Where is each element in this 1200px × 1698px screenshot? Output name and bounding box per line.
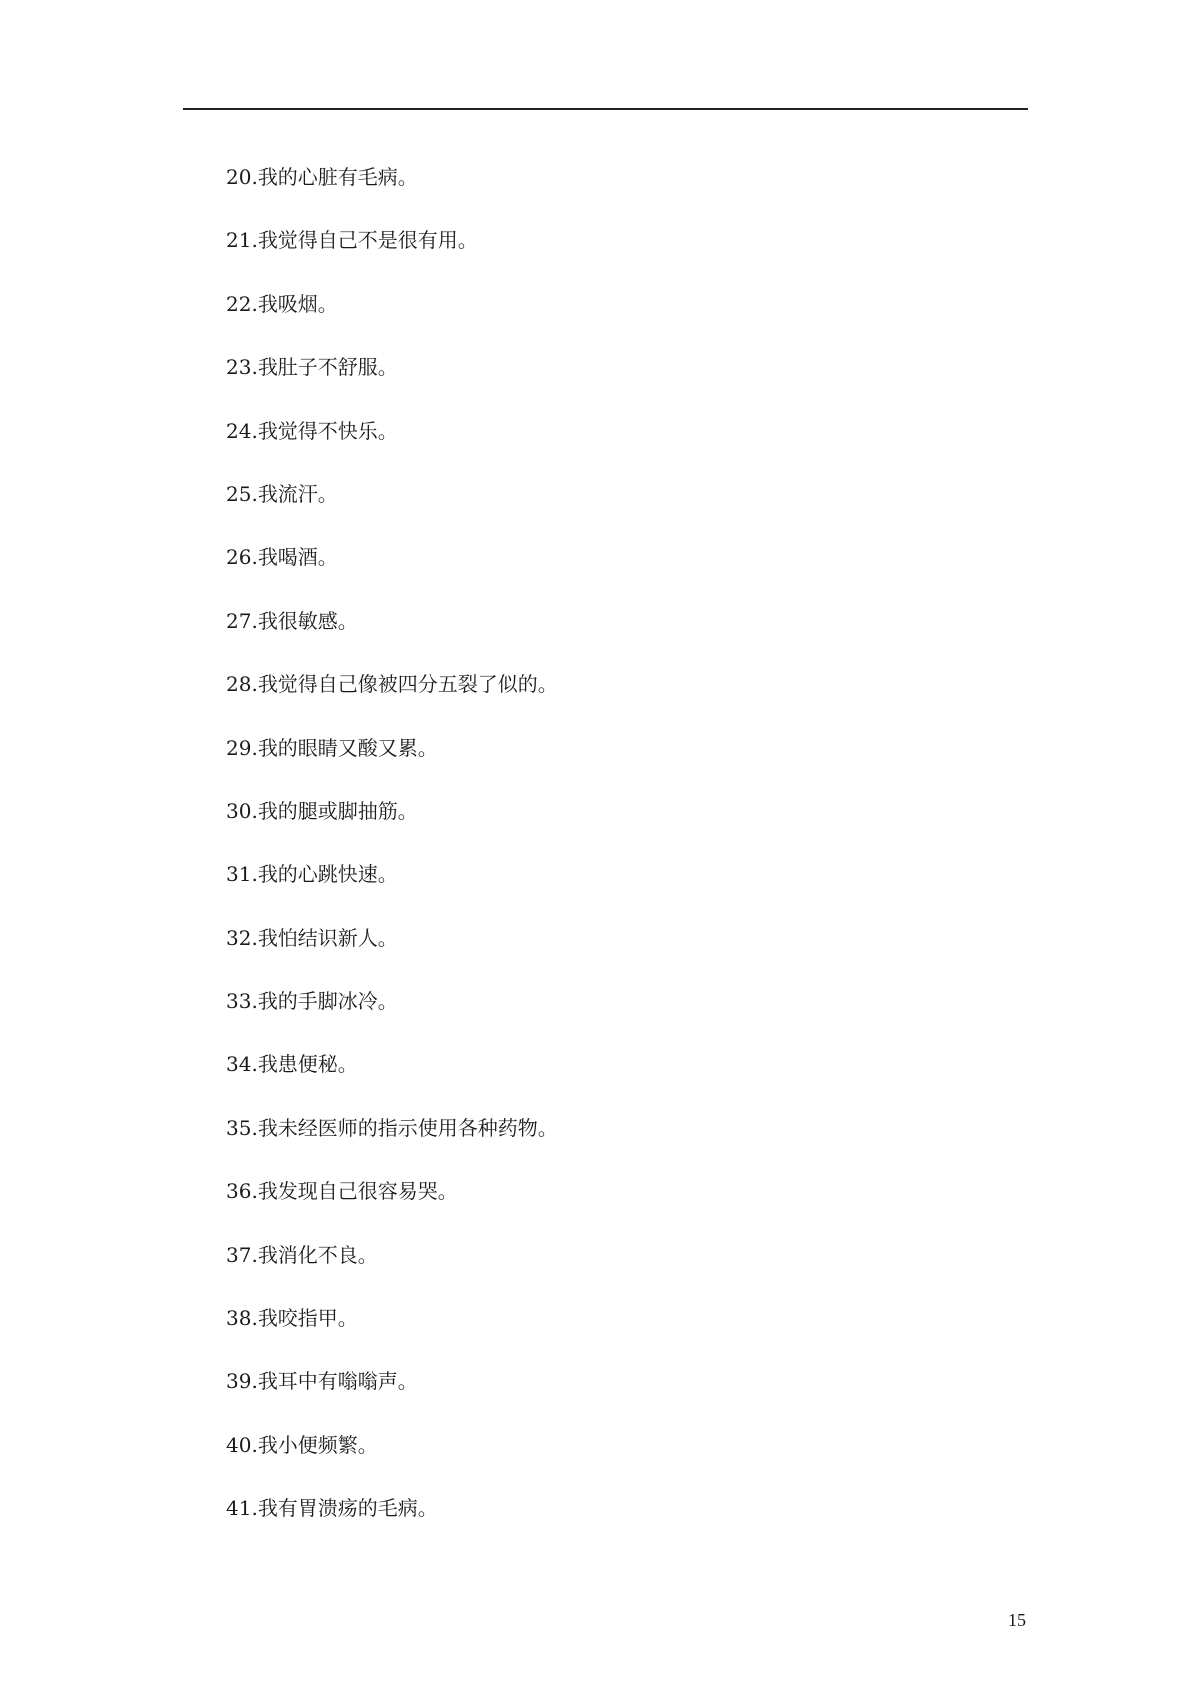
item-text: 我的心脏有毛病。 xyxy=(257,165,418,189)
list-item xyxy=(226,855,1026,918)
page-number: 15 xyxy=(1008,1610,1026,1630)
list-item xyxy=(226,1236,1026,1299)
list-item xyxy=(226,1426,1026,1489)
list-item xyxy=(226,982,1026,1045)
item-number: 32. xyxy=(226,925,258,950)
item-text: 我消化不良。 xyxy=(257,1242,378,1267)
list-item xyxy=(226,792,1026,855)
list-item xyxy=(226,538,1026,601)
item-text: 我的眼睛又酸又累。 xyxy=(257,735,438,760)
item-text: 我小便频繁。 xyxy=(257,1432,378,1457)
item-number: 28. xyxy=(226,672,258,697)
item-text: 我觉得不快乐。 xyxy=(257,418,398,443)
item-number: 35. xyxy=(226,1115,258,1140)
item-number: 22. xyxy=(226,291,258,316)
item-text: 我肚子不舒服。 xyxy=(257,355,398,380)
item-number: 27. xyxy=(226,608,258,633)
item-text: 我患便秘。 xyxy=(257,1052,358,1077)
item-text: 我流汗。 xyxy=(257,481,338,506)
list-item xyxy=(226,475,1026,538)
header-rule xyxy=(183,108,1028,110)
item-text: 我觉得自己不是很有用。 xyxy=(257,228,478,253)
item-text: 我咬指甲。 xyxy=(257,1306,358,1331)
list-item xyxy=(226,348,1026,411)
item-number: 36. xyxy=(226,1179,258,1204)
list-item xyxy=(226,729,1026,792)
list-item xyxy=(226,1172,1026,1235)
item-number: 31. xyxy=(226,862,258,887)
item-text: 我很敏感。 xyxy=(257,608,358,633)
item-number: 34. xyxy=(226,1052,258,1077)
list-item xyxy=(226,412,1026,475)
item-text: 我的手脚冰冷。 xyxy=(257,989,398,1014)
item-number: 33. xyxy=(226,989,258,1014)
item-number: 41. xyxy=(226,1496,258,1521)
list-item xyxy=(226,1362,1026,1425)
item-number: 20. xyxy=(226,165,258,189)
item-text: 我怕结识新人。 xyxy=(257,925,398,950)
item-number: 29. xyxy=(226,735,258,760)
item-number: 39. xyxy=(226,1369,258,1394)
item-number: 26. xyxy=(226,545,258,570)
item-number: 25. xyxy=(226,481,258,506)
item-number: 37. xyxy=(226,1242,258,1267)
item-text: 我的心跳快速。 xyxy=(257,862,398,887)
item-text: 我耳中有嗡嗡声。 xyxy=(257,1369,418,1394)
list-item xyxy=(226,602,1026,665)
item-number: 30. xyxy=(226,798,258,823)
list-item xyxy=(226,1489,1026,1552)
list-item xyxy=(226,158,1026,221)
list-item xyxy=(226,665,1026,728)
list-item xyxy=(226,1299,1026,1362)
item-number: 24. xyxy=(226,418,258,443)
item-text: 我觉得自己像被四分五裂了似的。 xyxy=(257,672,558,697)
item-number: 21. xyxy=(226,228,258,253)
item-text: 我的腿或脚抽筋。 xyxy=(257,798,418,823)
item-text: 我有胃溃疡的毛病。 xyxy=(257,1496,438,1521)
item-number: 40. xyxy=(226,1432,258,1457)
item-text: 我发现自己很容易哭。 xyxy=(257,1179,458,1204)
item-number: 23. xyxy=(226,355,258,380)
item-text: 我未经医师的指示使用各种药物。 xyxy=(257,1115,558,1140)
item-number: 38. xyxy=(226,1306,258,1331)
list-item xyxy=(226,919,1026,982)
list-item xyxy=(226,1109,1026,1172)
list-item xyxy=(226,285,1026,348)
item-text: 我吸烟。 xyxy=(257,291,338,316)
list-item xyxy=(226,221,1026,284)
list-item xyxy=(226,1045,1026,1108)
questionnaire-item-list xyxy=(226,158,1026,1553)
item-text: 我喝酒。 xyxy=(257,545,338,570)
